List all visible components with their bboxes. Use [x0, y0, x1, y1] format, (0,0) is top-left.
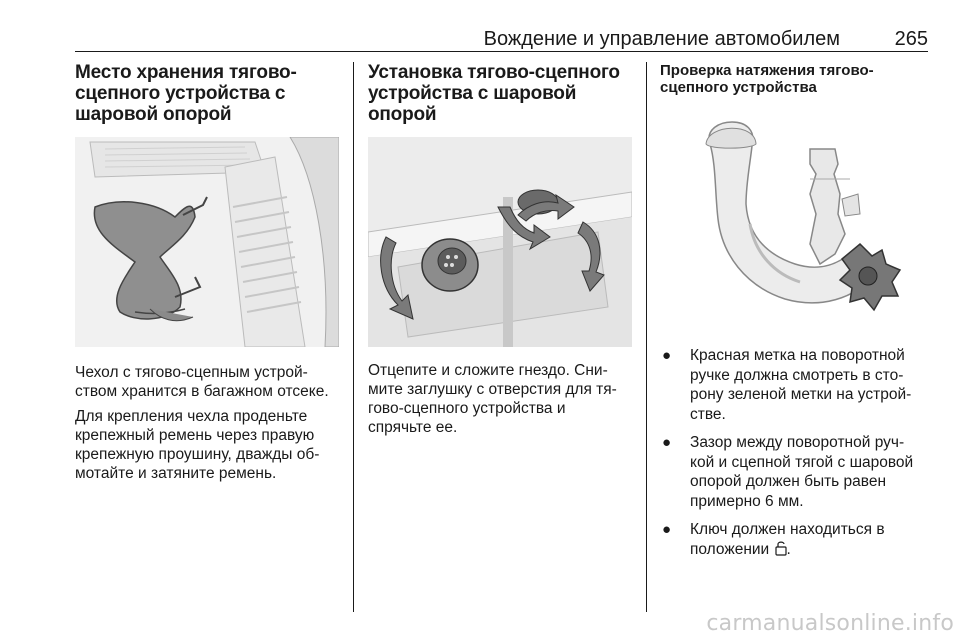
storage-paragraph-2: Для крепления чехла проденьте крепежный ремень через правую крепежную проушину, дважды об-мотайте и затяните ремень.: [75, 408, 320, 482]
bullet-icon: ●: [662, 434, 672, 451]
lock-open-icon: [775, 541, 787, 557]
period-mark: .: [786, 540, 791, 558]
tow-bar-illustration: [660, 104, 928, 332]
section-title-installation: Установка тягово-сцепного устройства с шаровой опорой: [368, 62, 620, 125]
column-installation: [368, 62, 633, 443]
list-item: [660, 433, 928, 511]
column-divider: [353, 62, 354, 612]
section-title-check: Проверка натяжения тягово-сцепного устройства: [660, 62, 874, 96]
list-item-text: Зазор между поворотной руч-кой и сцепной тягой с шаровой опорой должен быть равен примерно 6 мм.: [690, 434, 914, 510]
trunk-storage-illustration: [75, 137, 339, 347]
column-divider: [646, 62, 647, 612]
page-header-title: Вождение и управление автомобилем: [483, 28, 840, 50]
list-item: [660, 346, 928, 424]
check-list: [660, 346, 928, 559]
storage-paragraph-1: Чехол с тягово-сцепным устрой-ством хранится в багажном отсеке.: [75, 364, 329, 400]
page-number: 265: [894, 28, 928, 50]
column-storage: [75, 62, 340, 489]
section-title-storage: Место хранения тягово-сцепного устройства с шаровой опорой: [75, 62, 297, 125]
list-item-text: Ключ должен находиться в положении: [690, 521, 885, 558]
installation-paragraph: Отцепите и сложите гнездо. Сни-мите заглушку с отверстия для тя-гово-сцепного устройства и спрячьте ее.: [368, 362, 617, 436]
socket-folding-illustration: [368, 137, 632, 347]
watermark: carmanualsonline.info: [706, 611, 954, 636]
bullet-icon: ●: [662, 521, 672, 538]
list-item-text: Красная метка на поворотной ручке должна смотреть в сто-рону зеленой метки на устрой-стве.: [690, 347, 912, 423]
bullet-icon: ●: [662, 347, 672, 364]
column-check: [660, 62, 928, 568]
list-item: [660, 520, 928, 559]
header-rule: [75, 51, 928, 52]
